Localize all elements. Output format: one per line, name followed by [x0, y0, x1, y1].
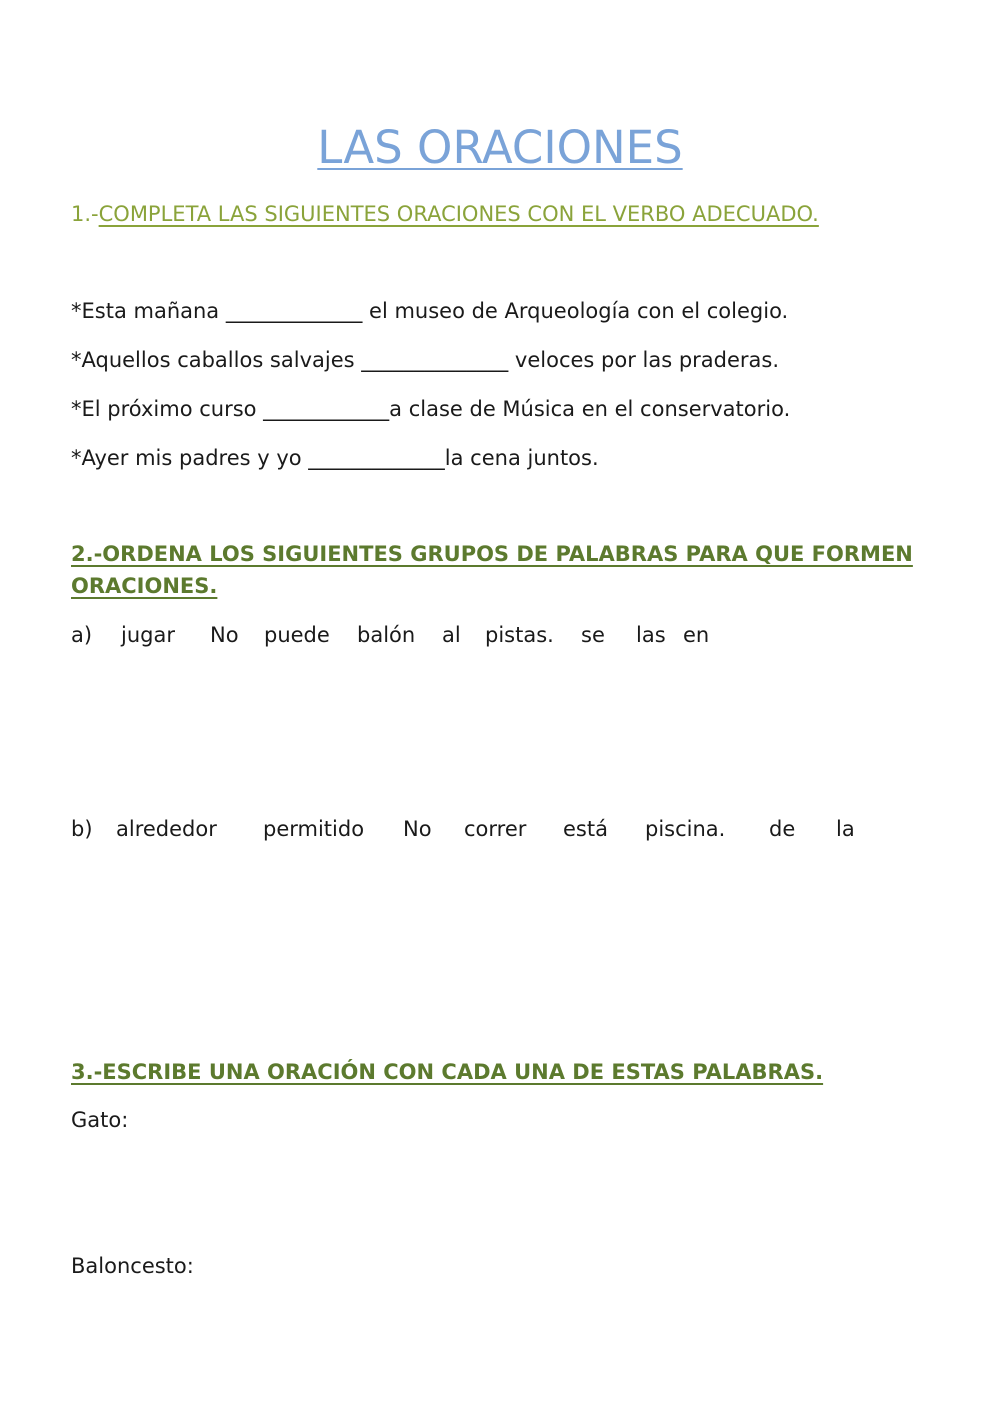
word-token[interactable]: en: [683, 623, 710, 647]
page-title: [0, 118, 1000, 178]
fill-in-sentence-4[interactable]: *Ayer mis padres y yo _____________la cena juntos.: [71, 446, 599, 470]
section-2-heading-line-1: 2.-ORDENA LOS SIGUIENTES GRUPOS DE PALABRAS PARA QUE FORMEN: [71, 542, 913, 566]
section-1-number: 1.-: [71, 202, 99, 226]
word-token[interactable]: jugar: [121, 623, 175, 647]
section-2-heading-line-2: ORACIONES.: [71, 574, 218, 598]
word-token[interactable]: balón: [357, 623, 416, 647]
word-token[interactable]: se: [581, 623, 605, 647]
prompt-baloncesto[interactable]: Baloncesto:: [71, 1254, 194, 1278]
word-group-a: [71, 620, 871, 650]
word-token[interactable]: No: [210, 623, 239, 647]
word-token[interactable]: permitido: [263, 817, 365, 841]
fill-in-sentence-3[interactable]: *El próximo curso ____________a clase de Música en el conservatorio.: [71, 397, 791, 421]
page-title-text: LAS ORACIONES: [317, 121, 683, 174]
word-group-b: [71, 814, 871, 844]
section-1-heading-text: COMPLETA LAS SIGUIENTES ORACIONES CON EL VERBO ADECUADO.: [98, 202, 819, 226]
word-token[interactable]: las: [636, 623, 666, 647]
word-token[interactable]: pistas.: [485, 623, 554, 647]
fill-in-sentence-2[interactable]: *Aquellos caballos salvajes ______________ veloces por las praderas.: [71, 348, 780, 372]
word-group-a-label: a): [71, 623, 93, 647]
word-token[interactable]: puede: [264, 623, 330, 647]
section-3-heading: 3.-ESCRIBE UNA ORACIÓN CON CADA UNA DE ESTAS PALABRAS.: [71, 1060, 824, 1084]
word-token[interactable]: piscina.: [645, 817, 726, 841]
word-token[interactable]: No: [403, 817, 432, 841]
word-token[interactable]: está: [563, 817, 608, 841]
section-1-heading: [71, 199, 819, 229]
fill-in-sentence-1[interactable]: *Esta mañana _____________ el museo de Arqueología con el colegio.: [71, 299, 789, 323]
word-group-b-label: b): [71, 817, 93, 841]
word-token[interactable]: la: [836, 817, 855, 841]
word-token[interactable]: correr: [464, 817, 527, 841]
word-token[interactable]: al: [442, 623, 461, 647]
prompt-gato[interactable]: Gato:: [71, 1108, 129, 1132]
word-token[interactable]: de: [769, 817, 796, 841]
word-token[interactable]: alrededor: [116, 817, 217, 841]
